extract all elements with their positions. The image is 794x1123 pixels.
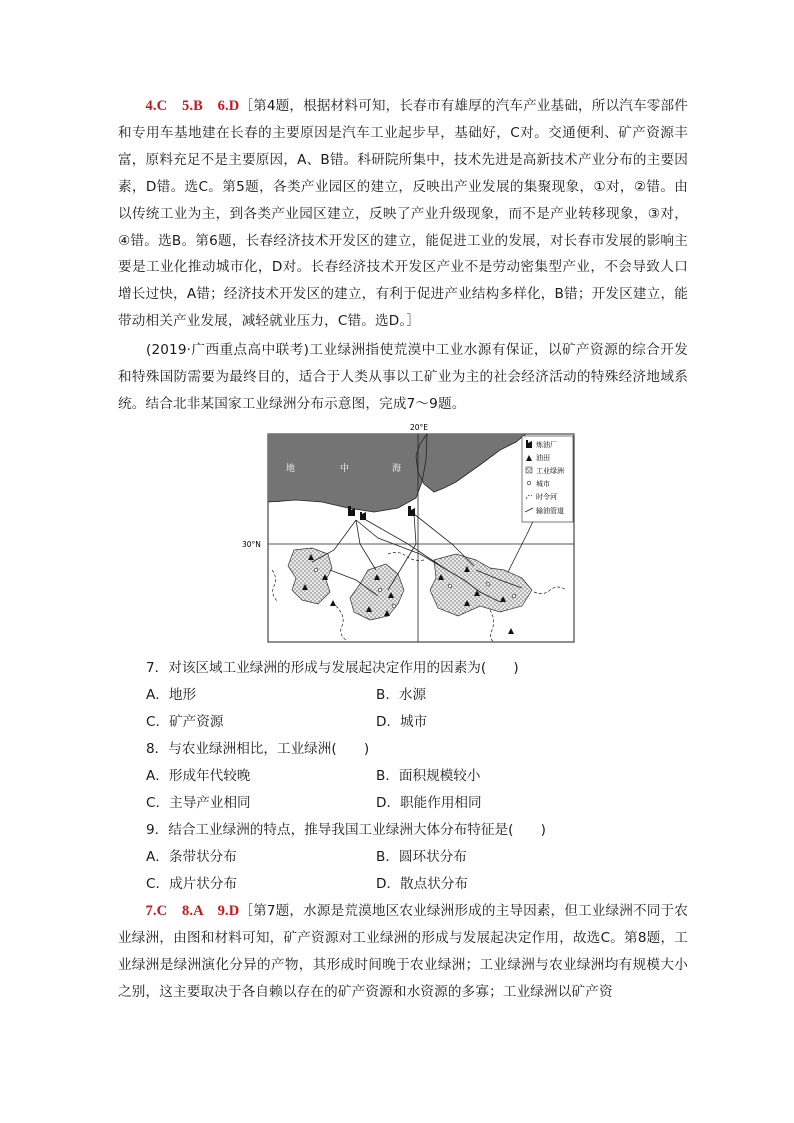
parallel-label: 30°N (242, 540, 261, 549)
meridian-label: 20°E (410, 423, 429, 432)
legend-city: 城市 (536, 480, 550, 488)
legend-river: 时令河 (536, 493, 557, 501)
legend-oasis: 工业绿洲 (536, 467, 564, 475)
answer-key-4-6: 4.C 5.B 6.D (145, 98, 240, 114)
q7-option-a: A．地形 (146, 687, 197, 703)
explanation-7-9: ［第7题，水源是荒漠地区农业绿洲形成的主导因素，但工业绿洲不同于农业绿洲，由图和材料可知，矿产资源对工业绿洲的形成与发展起决定作用，故选C。第8题，工业绿洲是绿洲演化分异的产物，其形成时间晚于农业绿洲；工业绿洲与农业绿洲均有规模大小之别，这主要取决于各自赖以存在的矿产资源和水资源的多寡；工业绿洲以矿产资 (118, 903, 688, 1000)
explanation-4-6: ［第4题，根据材料可知，长春市有雄厚的汽车产业基础，所以汽车零部件和专用车基地建在长春的主要原因是汽车工业起步早，基础好，C对。交通便利、矿产资源丰富，原料充足不是主要原因，A、B错。科研院所集中，技术先进是高新技术产业分布的主要因素，D错。选C。第5题，各类产业园区的建立，反映出产业发展的集聚现象，①对，②错。由以传统工业为主，到各类产业园区建立，反映了产业升级现象，而不是产业转移现象，③对，④错。选B。第6题，长春经济技术开发区的建立，能促进工业的发展，对长春市发展的影响主要是工业化推动城市化，D对。长春经济技术开发区产业不是劳动密集型产业，不会导致人口增长过快，A错；经济技术开发区的建立，有利于促进产业结构多样化，B错；开发区建立，能带动相关产业发展，减轻就业压力，C错。选D。］ (118, 98, 688, 330)
answer-block-7-9 (118, 898, 688, 1006)
industrial-oasis-map (238, 420, 578, 645)
legend-city-icon (527, 481, 531, 485)
sea-label-2: 中 (340, 464, 350, 474)
sea-label-3: 海 (392, 464, 402, 474)
q8-option-d: D．职能作用相同 (376, 795, 482, 811)
question-9-stem: 9．结合工业绿洲的特点，推导我国工业绿洲大体分布特征是( ) (146, 822, 546, 838)
q8-option-c: C．主导产业相同 (146, 795, 251, 811)
q8-option-b: B．面积规模较小 (376, 768, 481, 784)
q9-option-a: A．条带状分布 (146, 849, 237, 865)
q7-option-d: D．城市 (376, 714, 428, 730)
q8-option-a: A．形成年代较晚 (146, 768, 251, 784)
question-intro: (2019·广西重点高中联考)工业绿洲指使荒漠中工业水源有保证，以矿产资源的综合开发和特殊国防需要为最终目的，适合于人类从事以工矿业为主的社会经济活动的特殊经济地域系统。结合北非某国家工业绿洲分布示意图，完成7～9题。 (118, 342, 688, 412)
question-7-stem: 7．对该区域工业绿洲的形成与发展起决定作用的因素为( ) (146, 660, 519, 676)
q7-option-c: C．矿产资源 (146, 714, 224, 730)
q9-option-c: C．成片状分布 (146, 876, 238, 892)
answer-block-4-6 (118, 93, 688, 335)
q9-option-d: D．散点状分布 (376, 876, 469, 892)
legend-oasis-icon (526, 467, 532, 473)
answer-key-7-9: 7.C 8.A 9.D (145, 903, 240, 919)
legend-refinery: 炼油厂 (536, 441, 557, 449)
sea-label-1: 地 (286, 464, 296, 474)
question-8-stem: 8．与农业绿洲相比，工业绿洲( ) (146, 741, 370, 757)
legend-oilfield: 油田 (536, 454, 550, 462)
q7-option-b: B．水源 (376, 687, 427, 703)
legend-pipeline: 输油管道 (536, 507, 564, 515)
q9-option-b: B．圆环状分布 (376, 849, 467, 865)
